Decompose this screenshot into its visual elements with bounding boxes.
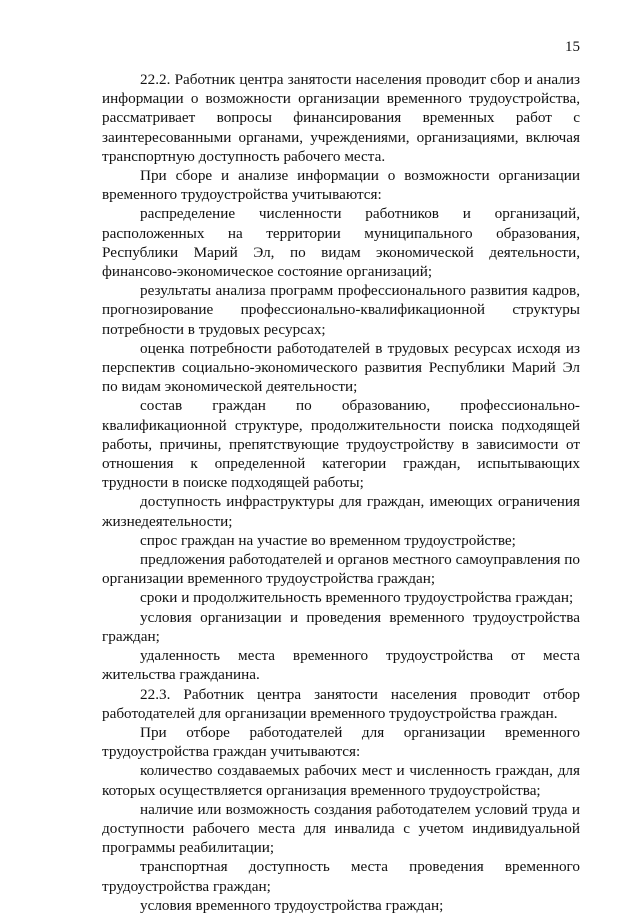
list-item-jobs-created: количество создаваемых рабочих мест и численность граждан, для которых осуществляется организация временного трудоустройства;: [102, 762, 580, 799]
list-item-personnel-program-analysis: результаты анализа программ профессионального развития кадров, прогнозирование профессионально-квалификационной структуры потребности в трудовых ресурсах;: [102, 282, 580, 338]
list-item-citizen-demand: спрос граждан на участие во временном трудоустройстве;: [140, 531, 516, 549]
list-item-terms-and-duration: сроки и продолжительность временного трудоустройства граждан;: [140, 589, 574, 607]
list-item-employment-conditions: условия временного трудоустройства граждан;: [140, 896, 444, 914]
list-item-citizen-composition: состав граждан по образованию, профессионально-квалификационной структуре, продолжительности поиска подходящей работы, причины, препятствующие трудоустройству в зависимости от отношения к определенной категории граждан, испытывающих трудности в поиске подходящей работы;: [102, 397, 580, 492]
list-item-infrastructure-accessibility: доступность инфраструктуры для граждан, имеющих ограничения жизнедеятельности;: [102, 493, 580, 530]
list-item-transport-accessibility: транспортная доступность места проведения временного трудоустройства граждан;: [102, 858, 580, 895]
paragraph-employer-selection-intro: При отборе работодателей для организации временного трудоустройства граждан учитываются:: [102, 723, 580, 761]
list-item-distribution-of-workers: распределение численности работников и организаций, расположенных на территории муниципального образования, Республики Марий Эл, по видам экономической деятельности, финансово-экономическое состояние организаций;: [102, 205, 580, 281]
list-item-employer-proposals: предложения работодателей и органов местного самоуправления по организации временного трудоустройства граждан;: [102, 551, 580, 588]
paragraph-collection-criteria-intro: При сборе и анализе информации о возможности организации временного трудоустройства учитываются:: [102, 167, 580, 204]
page-number: 15: [565, 39, 580, 55]
paragraph-22-3: 22.3. Работник центра занятости населения проводит отбор работодателей для организации временного трудоустройства граждан.: [102, 685, 580, 722]
paragraph-22-2: 22.2. Работник центра занятости населения проводит сбор и анализ информации о возможности организации временного трудоустройства, рассматривает вопросы финансирования временных работ с заинтересованными органами, учреждениями, организациями, включая транспортную доступность рабочего места.: [102, 71, 580, 165]
list-item-organization-conditions: условия организации и проведения временного трудоустройства граждан;: [102, 608, 580, 645]
list-item-disability-conditions: наличие или возможность создания работодателем условий труда и доступности рабочего места для инвалида с учетом индивидуальной программы реабилитации;: [102, 800, 580, 857]
document-body: [102, 70, 580, 915]
list-item-distance-from-residence: удаленность места временного трудоустройства от места жительства гражданина.: [102, 647, 580, 684]
list-item-employer-needs-assessment: оценка потребности работодателей в трудовых ресурсах исходя из перспектив социально-экономического развития Республики Марий Эл по видам экономической деятельности;: [102, 339, 580, 396]
